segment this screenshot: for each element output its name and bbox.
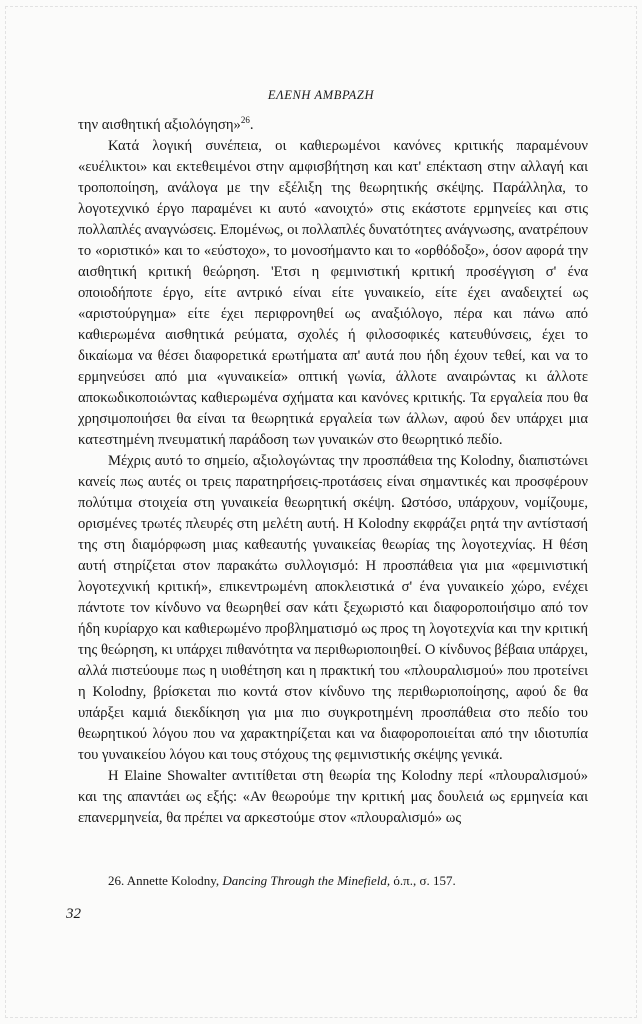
paragraph: Μέχρις αυτό το σημείο, αξιολογώντας την προσπάθεια της Kolodny, διαπιστώνει κανείς πως αυτές οι τρεις παρατηρήσεις-προτάσεις είναι σημαντικές και προσφέρουν πολύτιμα στοιχεία στη γυναικεία θεωρητική σκέψη. Ωστόσο, υπάρχουν, νομίζουμε, ορισμένες τρωτές πλευρές στη μελέτη αυτή. Η Kolodny εκφράζει ρητά την αντίστασή της στη διαμόρφωση μιας καθεαυτής γυναικείας θεωρίας της λογοτεχνίας. Η θέση αυτή στηρίζεται στον παρακάτω συλλογισμό: Η προσπάθεια για μια «φεμινιστική λογοτεχνική κριτική», επικεντρωμένη αποκλειστικά σ' ένα γυναικείο χώρο, ενέχει πάντοτε τον κίνδυνο να θεωρηθεί σαν κάτι ξεχωριστό και διαφοροποιήσιμο από τον ήδη κυρίαρχο και καθιερωμένο προβληματισμό ως προς τη λογοτεχνία και την κριτική της θεώρηση, κι υπάρχει πιθανότητα να περιθωριοποιηθεί. Ο κίνδυνος βέβαια υπάρχει, αλλά πιστεύουμε πως η υιοθέτηση και η πρακτική του «πλουραλισμού» που προτείνει η Kolodny, βρίσκεται πιο κοντά στον κίνδυνο της περιθωριοποίησης, αφού δε θα υπάρξει καμιά διεκδίκηση για μια πιο συγκροτημένη προσπάθεια στο πεδίο του θεωρητικού λόγου που να χαρακτηρίζεται και να διαφοροποιείται από την ιδιοτυπία του γυναικείου λόγου και τους στόχους της φεμινιστικής σκέψης γενικά. [78, 453, 588, 763]
paragraph: Η Elaine Showalter αντιτίθεται στη θεωρία της Kolodny περί «πλουραλισμού» και της απαντάει ως εξής: «Αν θεωρούμε την κριτική μας δουλειά ως ερμηνεία και επανερμηνεία, θα πρέπει να αρκεστούμε στον «πλουραλισμό» ως [78, 768, 588, 826]
footnote-rest: ό.π., σ. 157. [393, 873, 456, 888]
footnote-number: 26. [108, 873, 125, 888]
paragraph-text: την αισθητική αξιολόγηση» [78, 117, 241, 133]
paragraph-continuation [78, 115, 588, 136]
paragraph: Κατά λογική συνέπεια, οι καθιερωμένοι κανόνες κριτικής παραμένουν «ευέλικτοι» και εκτεθειμένοι στην αμφισβήτηση και κατ' επέκταση στην αλλαγή και τροποποίηση, ανάλογα με την εξέλιξη της θεωρητικής σκέψης. Παράλληλα, το λογοτεχνικό έργο παραμένει κι αυτό «ανοιχτό» στις εκάστοτε ερμηνείες και στις πολλαπλές αναγνώσεις. Επομένως, οι πολλαπλές δυνατότητες ανάγνωσης, ανατρέπουν το «οριστικό» και το «εύστοχο», το μονοσήμαντο και το «ορθόδοξο», όσον αφορά την αισθητική κριτική θεώρηση. 'Ετσι η φεμινιστική κριτική προσέγγιση σ' ένα οποιοδήποτε έργο, είτε αντρικό είναι είτε γυναικείο, είτε έχει αναδειχτεί ως «αριστούργημα» είτε έχει περιφρονηθεί ως αναξιόλογο, πέρα και πάνω από καθιερωμένα αισθητικά ρεύματα, σχολές ή φιλοσοφικές κατευθύνσεις, έχει το δικαίωμα να θέσει διαφορετικά ερωτήματα απ' αυτά που ήδη έχουν τεθεί, και να το ερμηνεύσει από μια «γυναικεία» οπτική γωνία, άλλοτε αναιρώντας κι άλλοτε αποκωδικοποιώντας καθιερωμένα σχήματα και κανόνες κριτικής. Τα εργαλεία που θα χρησιμοποιήσει θα είναι τα θεωρητικά εργαλεία των άλλων, αφού δεν υπάρχει μια κατεστημένη πνευματική παράδοση των γυναικών στο θεωρητικό πεδίο. [78, 138, 588, 448]
footnote-title: Dancing Through the Minefield, [222, 873, 391, 888]
running-head: ΕΛΕΝΗ ΑΜΒΡΑΖΗ [267, 88, 375, 102]
footnote [108, 873, 568, 889]
footnote-author: Annette Kolodny, [126, 873, 220, 888]
page-number: 32 [66, 906, 81, 922]
body-text [78, 115, 588, 829]
paragraph-tail: . [249, 117, 254, 133]
footnote-ref: 26 [240, 115, 250, 126]
